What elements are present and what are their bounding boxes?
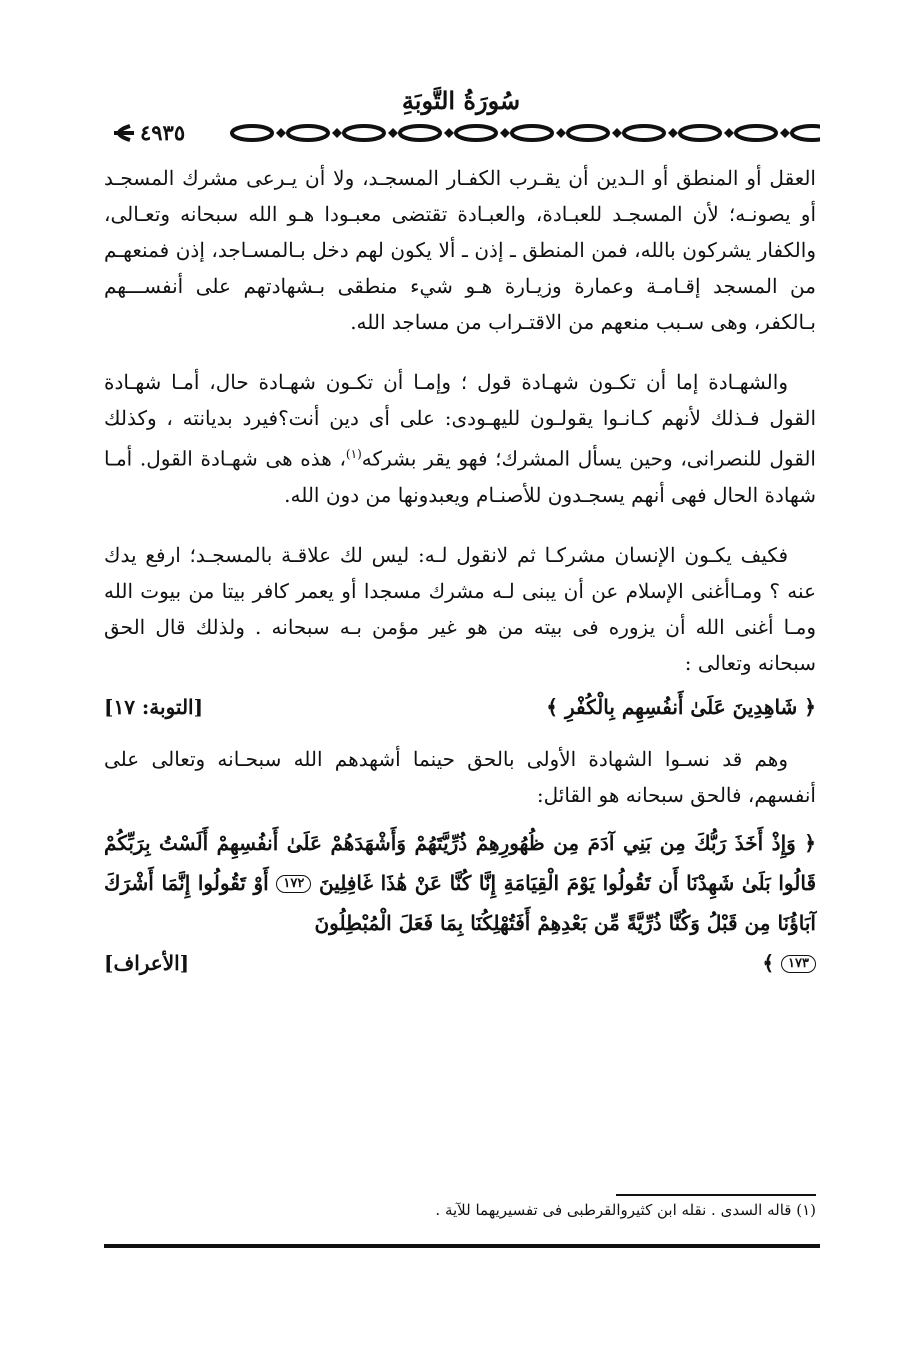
chain-link [680, 126, 720, 140]
quran-verse-end [104, 943, 816, 983]
chain-diamond [556, 128, 566, 138]
chain-diamond [612, 128, 622, 138]
chain-diamond [332, 128, 342, 138]
chain-link [512, 126, 552, 140]
chain-diamond [724, 128, 734, 138]
chain-diamond [668, 128, 678, 138]
chain-diamond [276, 128, 286, 138]
bottom-rule [104, 1244, 820, 1248]
chain-link [736, 126, 776, 140]
quran-verse-text: ﴿ شَاهِدِينَ عَلَىٰ أَنفُسِهِم بِالْكُفْرِ ﴾ [546, 694, 816, 719]
chain-link [456, 126, 496, 140]
page-number: ٤٩٣٥ [136, 120, 189, 146]
chain-diamond [500, 128, 510, 138]
chain-diamond [780, 128, 790, 138]
quran-closing-bracket: ﴾ [762, 950, 775, 975]
footnote-separator [616, 1194, 816, 1196]
surah-title: سُورَةُ التَّوبَةِ [401, 86, 521, 115]
paragraph-1: العقل أو المنطق أو الـدين أن يقـرب الكفـار المسجـد، ولا أن يـرعى مشرك المسجـد أو يصونـه؛ لأن المسجـد للعبـادة، والعبـادة تقتضى معبـودا هـو الله سبحانه وتعـالى، والكفار يشركون بالله، فمن المنطق ـ إذن ـ ألا يكون لهم دخل بـالمسـاجد، إذن فمنعهـم من المسجد إقـامـة وعمارة وزيـارة هـو شيء منطقى بـشهادتهم على أنفســـهم بـالكفر، وهى سـبب منعهم من الاقتـراب من مساجد الله. [104, 166, 816, 334]
verse-number-172: ١٧٢ [276, 875, 311, 893]
paragraph-4: وهم قد نسـوا الشهادة الأولى بالحق حينما أشهدهم الله سبحـانه وتعالى على أنفسهم، فالحق سبحانه هو القائل: [104, 746, 816, 807]
chain-link [792, 126, 820, 140]
paragraph-2-text: والشهـادة إما أن تكـون شهـادة قول ؛ وإمـا أن تكـون شهـادة حال، أمـا شهـادة القول فـذلك لأنهم كـانـوا يقولـون لليهـودى: على أى دين أنت؟فيرد بديانته ، وكذلك القول للنصرانى، وحين يسأل المشرك؛ فهو يقر بشركه [104, 370, 816, 471]
quran-verse-end-group [762, 943, 816, 983]
footnote: (١) قاله السدى . نقله ابن كثيروالقرطبى فى تفسيريهما للآية . [435, 1201, 816, 1219]
chain-link [232, 126, 272, 140]
quran-verse-part-2: أَوْ تَقُولُوا إِنَّمَا أَشْرَكَ آبَاؤُنَا مِن قَبْلُ وَكُنَّا ذُرِّيَّةً مِّن بَعْدِهِمْ أَفَتُهْلِكُنَا بِمَا فَعَلَ الْمُبْطِلُونَ [104, 870, 816, 935]
chain-link [400, 126, 440, 140]
chain-link [624, 126, 664, 140]
footnote-marker[interactable]: (١) [345, 447, 362, 461]
chain-diamond [388, 128, 398, 138]
main-text [104, 160, 816, 983]
paragraph-2-text-after: ، هذه هى شهـادة القول. أمـا شهادة الحال فهى أنهم يسجـدون للأصنـام ويعبدونها من دون الله. [104, 446, 816, 507]
quran-verse-tawbah [104, 689, 816, 725]
quran-reference: [التوبة: ١٧] [104, 694, 204, 719]
quran-verse-part-1: ﴿ وَإِذْ أَخَذَ رَبُّكَ مِن بَنِي آدَمَ مِن ظُهُورِهِمْ ذُرِّيَّتَهُمْ وَأَشْهَدَهُمْ عَلَىٰ أَنفُسِهِمْ أَلَسْتُ بِرَبِّكُمْ قَالُوا بَلَىٰ شَهِدْنَا أَن تَقُولُوا يَوْمَ الْقِيَامَةِ إِنَّا كُنَّا عَنْ هَٰذَا غَافِلِينَ [104, 830, 816, 895]
quran-reference-araf: [الأعراف] [104, 950, 190, 975]
paragraph-3: فكيف يكـون الإنسان مشركـا ثم لانقول لـه: ليس لك علاقـة بالمسجـد؛ ارفع يدك عنه ؟ ومـاأغنى الإسلام عن أن يبنى لـه مشرك مسجدا أو يعمر كافر بيتا من بيوت الله ومـا أغنى الله أن يزوره فى بيته من هو غير مؤمن بـه سبحانه . ولذلك قال الحق سبحانه وتعالى : [104, 542, 816, 675]
paragraph-2 [104, 364, 816, 513]
chain-link [568, 126, 608, 140]
verse-number-173: ١٧٣ [781, 955, 816, 973]
chain-diamond [444, 128, 454, 138]
quran-verse-araf [104, 823, 816, 983]
chain-link [288, 126, 328, 140]
chain-link [344, 126, 384, 140]
ornamental-chain-divider [100, 120, 820, 146]
